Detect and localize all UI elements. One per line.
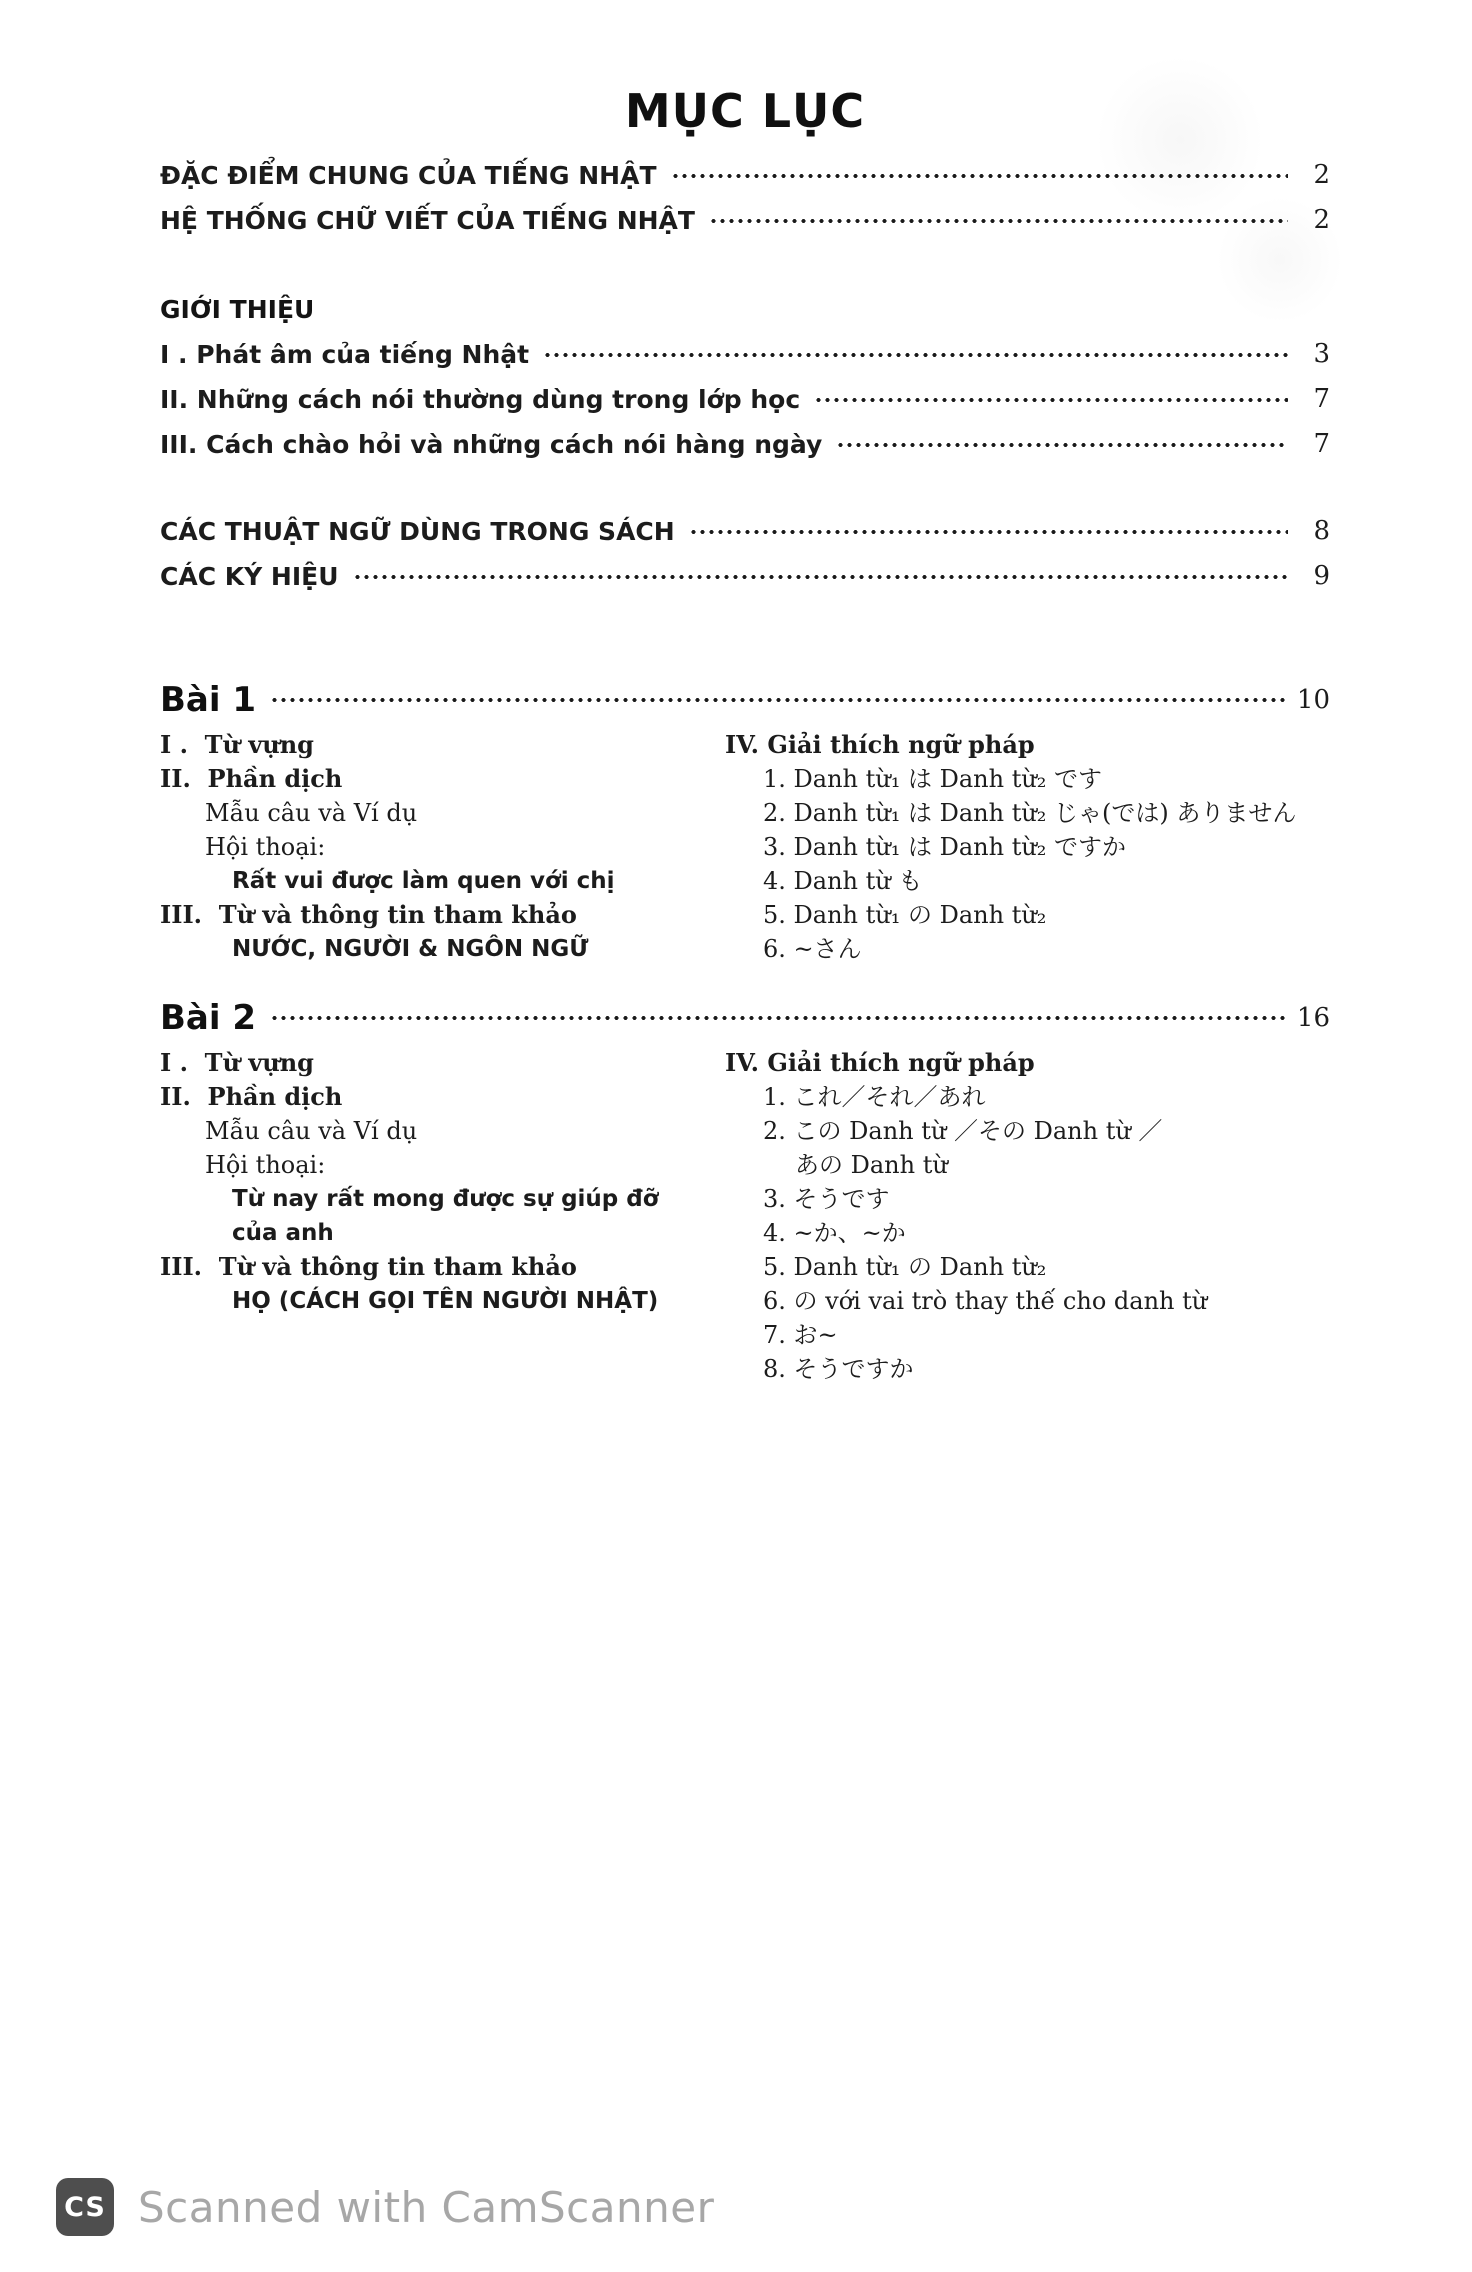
toc-page-number: 8 xyxy=(1313,516,1330,546)
lesson-line: I . Từ vựng xyxy=(160,1048,314,1077)
section-heading: GIỚI THIỆU xyxy=(160,295,315,324)
dot-leader xyxy=(543,348,1288,362)
toc-row xyxy=(160,158,1330,193)
lesson-heading-row xyxy=(160,998,1330,1038)
page-title: MỤC LỤC xyxy=(624,84,866,138)
lesson-line: IV. Giải thích ngữ pháp xyxy=(725,730,1035,759)
lesson-line: IV. Giải thích ngữ pháp xyxy=(725,1048,1035,1077)
toc-entry-label: CÁC KÝ HIỆU xyxy=(160,562,339,591)
lesson-line: 4. ~か、~か xyxy=(763,1219,906,1247)
lesson-line: Mẫu câu và Ví dụ xyxy=(205,1117,418,1145)
toc-page-number: 10 xyxy=(1296,684,1330,715)
toc-entry-label: ĐẶC ĐIỂM CHUNG CỦA TIẾNG NHẬT xyxy=(160,161,657,190)
dot-leader xyxy=(671,169,1289,183)
lesson-right-column xyxy=(725,1046,1330,1386)
dot-leader xyxy=(270,693,1287,707)
dot-leader xyxy=(709,214,1288,228)
lesson-line: I . Từ vựng xyxy=(160,730,314,759)
dot-leader xyxy=(689,525,1288,539)
lesson-bai2-section xyxy=(160,998,1330,1386)
toc-top-section xyxy=(160,158,1330,238)
lesson-line: III. Từ và thông tin tham khảo xyxy=(160,1252,577,1281)
lesson-heading-row xyxy=(160,680,1330,720)
lesson-line: 7. お~ xyxy=(763,1321,838,1349)
lesson-line: 1. Danh từ₁ は Danh từ₂ です xyxy=(763,765,1103,793)
lesson-line: 5. Danh từ₁ の Danh từ₂ xyxy=(763,1253,1047,1281)
toc-page-number: 16 xyxy=(1296,1002,1330,1033)
toc-row xyxy=(160,203,1330,238)
toc-row xyxy=(160,382,1330,417)
toc-mid-section xyxy=(160,514,1330,594)
lesson-line: của anh xyxy=(232,1220,334,1246)
lesson-line: 3. そうです xyxy=(763,1185,890,1213)
toc-page-number: 2 xyxy=(1313,205,1330,235)
toc-row xyxy=(160,337,1330,372)
lesson-line: 5. Danh từ₁ の Danh từ₂ xyxy=(763,901,1047,929)
toc-page-number: 9 xyxy=(1313,561,1330,591)
lesson-columns xyxy=(160,1046,1330,1386)
lesson-line: Mẫu câu và Ví dụ xyxy=(205,799,418,827)
lesson-line: 6. ~さん xyxy=(763,935,862,963)
toc-entry-label: II. Những cách nói thường dùng trong lớp học xyxy=(160,385,801,414)
toc-page-number: 3 xyxy=(1313,339,1330,369)
toc-page-number: 7 xyxy=(1313,384,1330,414)
camscanner-footer xyxy=(56,2178,714,2236)
lesson-line: 4. Danh từ も xyxy=(763,867,923,895)
toc-row xyxy=(160,559,1330,594)
dot-leader xyxy=(353,570,1288,584)
toc-entry-label: III. Cách chào hỏi và những cách nói hàng ngày xyxy=(160,430,823,459)
lesson-line: NƯỚC, NGƯỜI & NGÔN NGỮ xyxy=(232,936,589,962)
lesson-line: II. Phần dịch xyxy=(160,764,343,793)
toc-entry-label: I . Phát âm của tiếng Nhật xyxy=(160,340,530,369)
dot-leader xyxy=(836,438,1288,452)
lesson-right-column xyxy=(725,728,1330,966)
camscanner-logo xyxy=(56,2178,114,2236)
lesson-line: 6. の với vai trò thay thế cho danh từ xyxy=(763,1287,1208,1315)
lesson-line: II. Phần dịch xyxy=(160,1082,343,1111)
lesson-title: Bài 2 xyxy=(160,998,257,1038)
lesson-line: 8. そうですか xyxy=(763,1355,914,1383)
camscanner-watermark-text: Scanned with CamScanner xyxy=(138,2182,715,2232)
toc-page-number: 2 xyxy=(1313,160,1330,190)
toc-row xyxy=(160,514,1330,549)
lesson-line: III. Từ và thông tin tham khảo xyxy=(160,900,577,929)
lesson-line: Hội thoại: xyxy=(205,1151,326,1179)
lesson-bai1-section xyxy=(160,680,1330,966)
gioi-thieu-section xyxy=(160,292,1330,462)
lesson-line: HỌ (CÁCH GỌI TÊN NGƯỜI NHẬT) xyxy=(232,1288,659,1314)
dot-leader xyxy=(814,393,1288,407)
toc-row xyxy=(160,427,1330,462)
lesson-line: 1. これ／それ／あれ xyxy=(763,1083,986,1111)
toc-entry-label: HỆ THỐNG CHỮ VIẾT CỦA TIẾNG NHẬT xyxy=(160,206,695,235)
toc-entry-label: CÁC THUẬT NGỮ DÙNG TRONG SÁCH xyxy=(160,517,675,546)
lesson-line: あの Danh từ xyxy=(795,1151,948,1179)
lesson-title: Bài 1 xyxy=(160,680,257,720)
lesson-left-column xyxy=(160,1046,725,1318)
lesson-line: 2. この Danh từ ／その Danh từ ／ xyxy=(763,1117,1163,1145)
lesson-left-column xyxy=(160,728,725,966)
camscanner-logo-text: CS xyxy=(64,2191,106,2223)
lesson-line: Rất vui được làm quen với chị xyxy=(232,868,615,894)
toc-page-number: 7 xyxy=(1313,429,1330,459)
lesson-line: 2. Danh từ₁ は Danh từ₂ じゃ(では) ありません xyxy=(763,799,1297,827)
lesson-line: 3. Danh từ₁ は Danh từ₂ ですか xyxy=(763,833,1127,861)
dot-leader xyxy=(270,1011,1287,1025)
lesson-line: Từ nay rất mong được sự giúp đỡ xyxy=(232,1186,659,1212)
lesson-columns xyxy=(160,728,1330,966)
lesson-line: Hội thoại: xyxy=(205,833,326,861)
